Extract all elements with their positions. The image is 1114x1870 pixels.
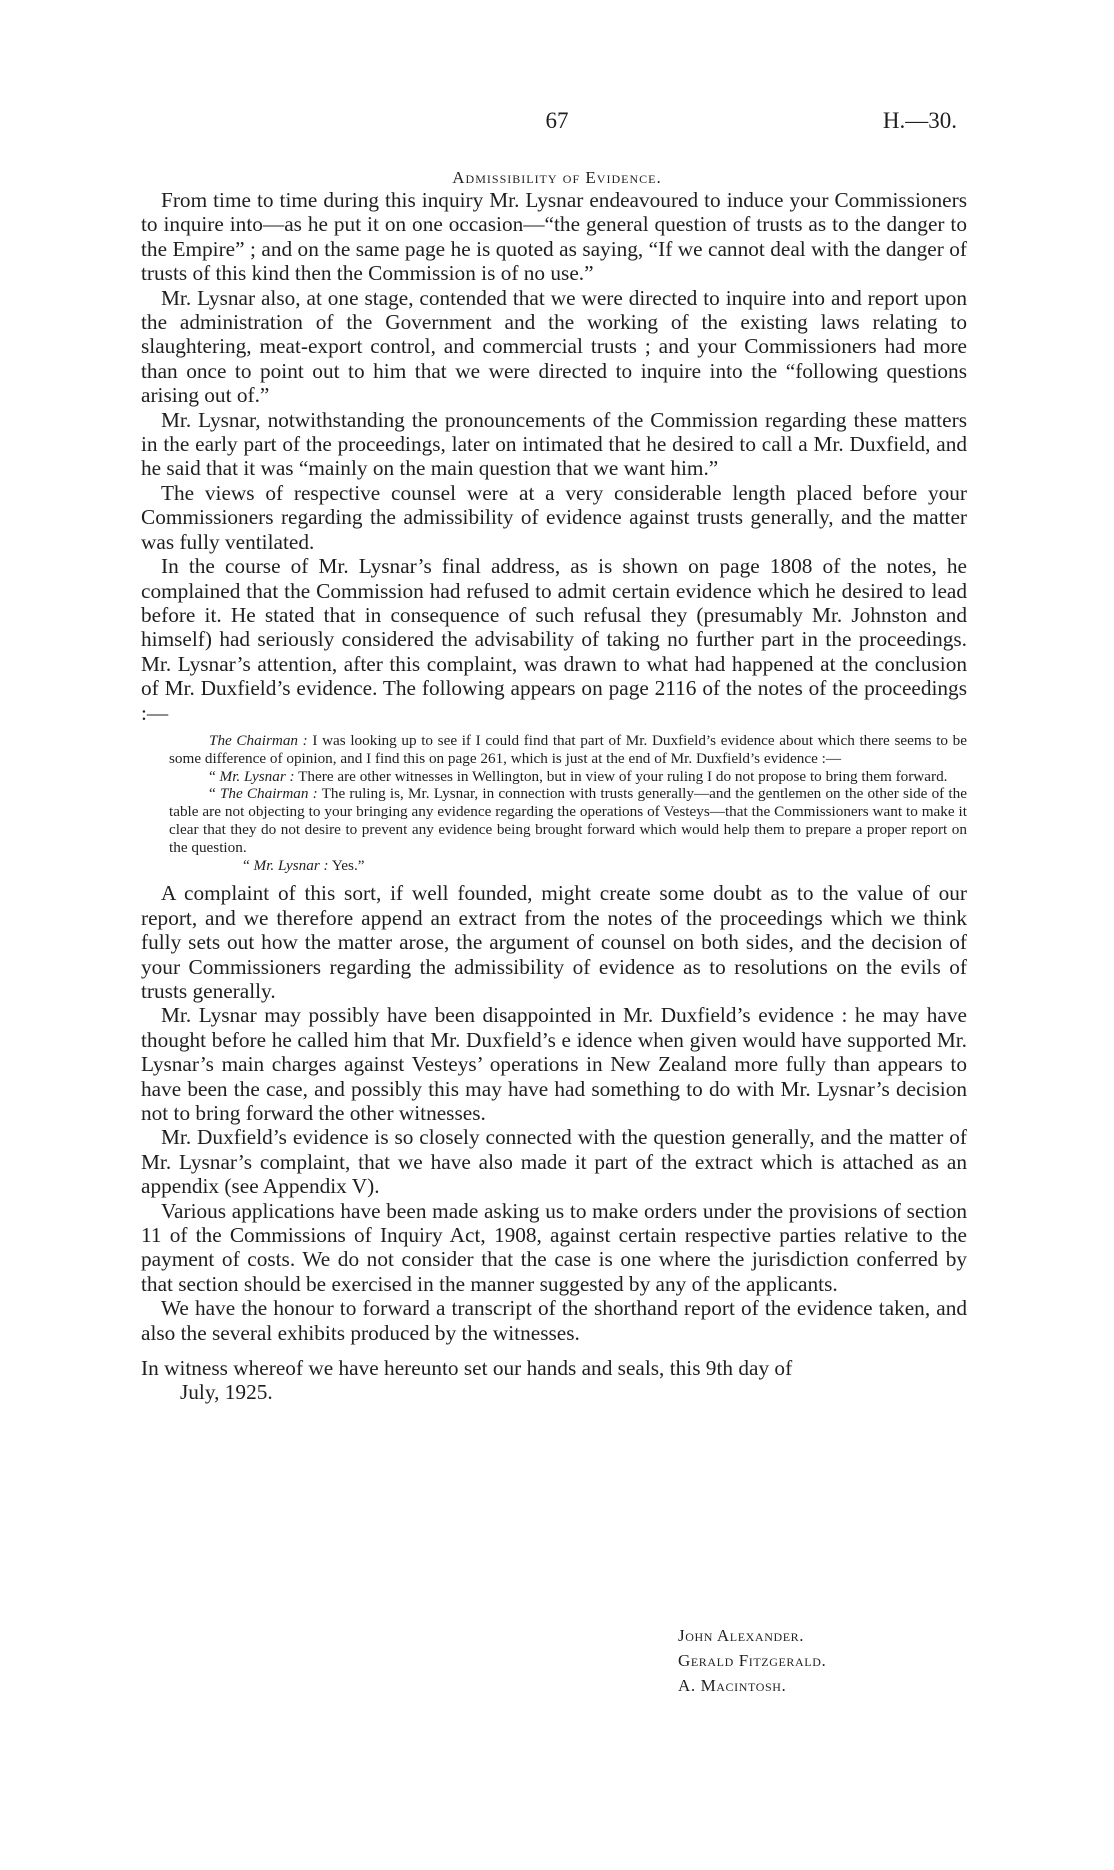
quote-speaker: Mr. Lysnar : [219, 767, 295, 785]
quote-speaker: Mr. Lysnar : [253, 856, 329, 874]
quote-mark: “ [209, 767, 220, 785]
quote-text: Yes.” [328, 856, 365, 874]
paragraph: From time to time during this inquiry Mr. Lysnar endeavoured to induce your Commissioners to inquire into—as he put it on one occasion—“the general question of trusts as to the danger to the Empire” ; and on the same page he is quoted as saying, “If we cannot deal with the danger of trusts of this kind then the Commission is of no use.” [141, 188, 967, 286]
quote-paragraph [169, 785, 967, 856]
paragraph: Mr. Lysnar also, at one stage, contended that we were directed to inquire into and report upon the administration of the Government and the working of the existing laws relating to slaughtering, meat-export control, and commercial trusts ; and your Commissioners had more than once to point out to him that we were directed to inquire into the “following questions arising out of.” [141, 285, 967, 408]
paragraph: The views of respective counsel were at a very considerable length placed before your Commissioners regarding the admissibility of evidence against trusts generally, and the matter was fully ventilated. [141, 480, 967, 554]
paragraph: A complaint of this sort, if well founded, might create some doubt as to the value of our report, and we therefore append an extract from the notes of the proceedings which we think fully sets out how the matter arose, the argument of counsel on both sides, and the decision of your Commissioners regarding the admissibility of evidence as to resolutions on the evils of trusts generally. [141, 881, 967, 1003]
paragraph: We have the honour to forward a transcript of the shorthand report of the evidence taken, and also the several exhibits produced by the witnesses. [141, 1296, 967, 1345]
quote-text: The ruling is, Mr. Lysnar, in connection with trusts generally—and the gentlemen on the other side of the table are not objecting to your bringing any evidence regarding the operations of Vesteys—that the Commissioners want to make it clear that they do not desire to prevent any evidence being brought forward which would help them to prepare a proper report on the question. [169, 785, 967, 856]
quote-paragraph [169, 857, 967, 875]
signatory: A. Macintosh. [678, 1675, 787, 1695]
quote-mark: “ [243, 856, 254, 874]
section-heading: Admissibility of Evidence. [452, 168, 662, 187]
paragraph: Mr. Lysnar may possibly have been disappointed in Mr. Duxfield’s evidence : he may have thought before he called him that Mr. Duxfield’s e idence when given would have supported Mr. Lysnar’s main charges against Vesteys’ operations in New Zealand more fully than appears to have been the case, and possibly this may have had something to do with Mr. Lysnar’s decision not to bring forward the other witnesses. [141, 1003, 967, 1125]
quote-text: I was looking up to see if I could find that part of Mr. Duxfield’s evidence about which there seems to be some difference of opinion, and I find this on page 261, which is just at the end of Mr. Duxfield’s evidence :— [169, 731, 967, 767]
quote-speaker: The Chairman : [209, 731, 308, 749]
quote-paragraph [169, 732, 967, 768]
paragraph: In the course of Mr. Lysnar’s final address, as is shown on page 1808 of the notes, he complained that the Commission had refused to admit certain evidence which he desired to lead before it. He stated that in consequence of such refusal they (presumably Mr. Johnston and himself) had seriously considered the advisability of taking no further part in the proceedings. Mr. Lysnar’s attention, after this complaint, was drawn to what had happened at the conclusion of Mr. Duxfield’s evidence. The following appears on page 2116 of the notes of the proceedings :— [141, 554, 967, 725]
closing-line: In witness whereof we have hereunto set our hands and seals, this 9th day of [141, 1356, 793, 1381]
paragraph: Various applications have been made asking us to make orders under the provisions of section 11 of the Commissions of Inquiry Act, 1908, against certain respective parties relative to the payment of costs. We do not consider that the case is one where the jurisdiction conferred by that section should be exercised in the manner suggested by any of the applicants. [141, 1198, 967, 1296]
quote-text: There are other witnesses in Wellington, but in view of your ruling I do not propose to bring them forward. [294, 767, 948, 785]
body-text [141, 188, 967, 1405]
quote-paragraph [169, 768, 967, 786]
paragraph: Mr. Lysnar, notwithstanding the pronouncements of the Commission regarding these matters in the early part of the proceedings, later on intimated that he desired to call a Mr. Duxfield, and he said that it was “mainly on the main question that we want him.” [141, 407, 967, 481]
signatory: Gerald Fitzgerald. [678, 1650, 827, 1670]
quote-mark: “ [209, 785, 220, 803]
closing-statement [141, 1356, 967, 1405]
page-number: 67 [545, 108, 569, 133]
signatures [678, 1624, 826, 1698]
quote-speaker: The Chairman : [219, 785, 318, 803]
quoted-proceedings [169, 732, 967, 874]
closing-date: July, 1925. [180, 1380, 273, 1405]
document-reference: H.—30. [882, 108, 957, 133]
paragraph: Mr. Duxfield’s evidence is so closely connected with the question generally, and the matter of Mr. Lysnar’s complaint, that we have also made it part of the extract which is attached as an appendix (see Appendix V). [141, 1125, 967, 1199]
signatory: John Alexander. [678, 1626, 805, 1645]
